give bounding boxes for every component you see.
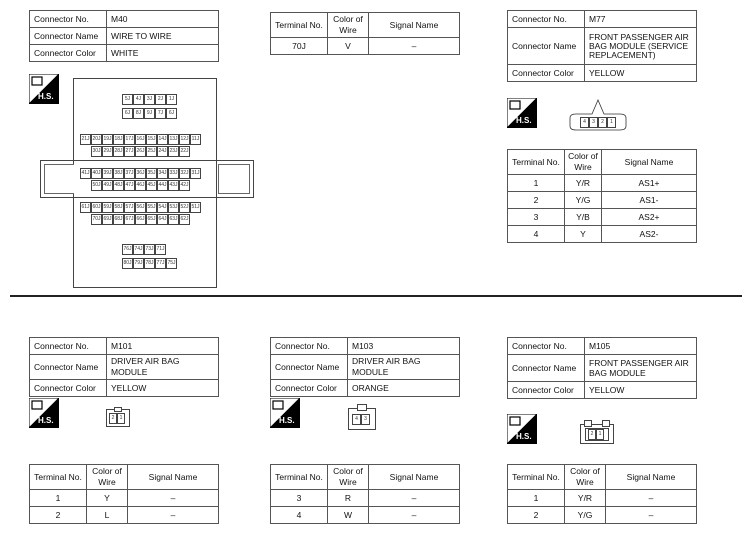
- pin: 66J: [135, 214, 146, 225]
- pin: 54J: [157, 202, 168, 213]
- table-row: 70J V –: [271, 38, 460, 55]
- pin: 42J: [179, 180, 190, 191]
- m103-connector-diagram: 4 3: [348, 404, 376, 430]
- table-row: 1 Y/R –: [508, 490, 697, 507]
- pin: 59J: [102, 202, 113, 213]
- pin: 28J: [113, 146, 124, 157]
- table-row: 2 Y/G –: [508, 507, 697, 524]
- m40-connector-color: WHITE: [107, 45, 219, 62]
- m103-connector-name: DRIVER AIR BAG MODULE: [348, 355, 460, 380]
- pin: 20J: [91, 134, 102, 145]
- pin: 51J: [190, 202, 201, 213]
- m101-connector-no: M101: [107, 338, 219, 355]
- hs-icon: H.S.: [507, 98, 537, 128]
- pin: 1: [607, 117, 616, 128]
- m101-info-table: Connector No. M101 Connector Name DRIVER AIR BAG MODULE Connector Color YELLOW: [29, 337, 219, 397]
- pin: 27J: [124, 146, 135, 157]
- pin: 21J: [80, 134, 91, 145]
- m105-connector-color: YELLOW: [585, 382, 697, 399]
- pin: 4J: [133, 94, 144, 105]
- pin: 33J: [168, 168, 179, 179]
- pin: 22J: [179, 146, 190, 157]
- pin: 56J: [135, 202, 146, 213]
- m103-info-table: Connector No. M103 Connector Name DRIVER AIR BAG MODULE Connector Color ORANGE: [270, 337, 460, 397]
- col-signal: Signal Name: [369, 13, 460, 38]
- m40-info-key: Connector No.: [30, 11, 107, 28]
- m105-info-table: Connector No. M105 Connector Name FRONT PASSENGER AIR BAG MODULE Connector Color YELLOW: [507, 337, 697, 399]
- hs-icon: H.S.: [29, 398, 59, 428]
- hs-label: H.S.: [38, 92, 54, 101]
- pin: 9J: [144, 108, 155, 119]
- pin: 13J: [168, 134, 179, 145]
- pin: 32J: [179, 168, 190, 179]
- pin: 43J: [168, 180, 179, 191]
- m77-connector-diagram: [568, 96, 628, 132]
- pin: 65J: [146, 214, 157, 225]
- table-row: 3 Y/B AS2+: [508, 209, 697, 226]
- pin: 3: [589, 117, 598, 128]
- table-row: 4 Y AS2-: [508, 226, 697, 243]
- pin: 19J: [102, 134, 113, 145]
- pin: 62J: [179, 214, 190, 225]
- pin: 16J: [135, 134, 146, 145]
- m40-connector-diagram: [40, 78, 252, 288]
- pin: 15J: [146, 134, 157, 145]
- pin: 63J: [168, 214, 179, 225]
- m105-connector-diagram: 2 1: [580, 420, 614, 444]
- pin: 78J: [144, 258, 155, 269]
- pin: 73J: [144, 244, 155, 255]
- m77-terminal-table: Terminal No. Color of Wire Signal Name 1 Y/R AS1+ 2 Y/G AS1- 3 Y/B AS2+ 4 Y AS2-: [507, 149, 697, 243]
- table-row: 1 Y/R AS1+: [508, 175, 697, 192]
- pin: 61J: [80, 202, 91, 213]
- table-row: 3 R –: [271, 490, 460, 507]
- m105-connector-name: FRONT PASSENGER AIR BAG MODULE: [585, 355, 697, 382]
- pin: 23J: [168, 146, 179, 157]
- m77-connector-color: YELLOW: [585, 65, 697, 82]
- col-wire: Color of Wire: [328, 13, 369, 38]
- pin: 24J: [157, 146, 168, 157]
- pin: 53J: [168, 202, 179, 213]
- m101-connector-name: DRIVER AIR BAG MODULE: [107, 355, 219, 380]
- pin: 17J: [124, 134, 135, 145]
- m77-info-table: Connector No. M77 Connector Name FRONT PASSENGER AIR BAG MODULE (SERVICE REPLACEMENT) Connector Color YELLOW: [507, 10, 697, 82]
- pin: 50J: [91, 180, 102, 191]
- table-row: 2 L –: [30, 507, 219, 524]
- pin: 1J: [166, 94, 177, 105]
- m40-connector-no: M40: [107, 11, 219, 28]
- hs-icon: H.S.: [507, 414, 537, 444]
- pin: 77J: [155, 258, 166, 269]
- pin: 55J: [146, 202, 157, 213]
- pin: 7J: [155, 108, 166, 119]
- pin: 39J: [102, 168, 113, 179]
- pin: 34J: [157, 168, 168, 179]
- pin: 67J: [124, 214, 135, 225]
- pin: 2: [598, 117, 607, 128]
- table-row: 1 Y –: [30, 490, 219, 507]
- pin: 37J: [124, 168, 135, 179]
- pin: 44J: [157, 180, 168, 191]
- m101-connector-color: YELLOW: [107, 380, 219, 397]
- pin: 3J: [144, 94, 155, 105]
- pin: 52J: [179, 202, 190, 213]
- pin: 2J: [155, 94, 166, 105]
- pin: 68J: [113, 214, 124, 225]
- pin: 31J: [190, 168, 201, 179]
- pin: 79J: [133, 258, 144, 269]
- table-row: 2 Y/G AS1-: [508, 192, 697, 209]
- m40-terminal-table: [270, 12, 460, 55]
- m101-connector-diagram: 2 1: [106, 407, 130, 427]
- m77-connector-no: M77: [585, 11, 697, 28]
- pin: 60J: [91, 202, 102, 213]
- pin: 74J: [133, 244, 144, 255]
- pin: 47J: [124, 180, 135, 191]
- pin: 58J: [113, 202, 124, 213]
- m77-connector-name: FRONT PASSENGER AIR BAG MODULE (SERVICE REPLACEMENT): [585, 28, 697, 65]
- m103-terminal-table: Terminal No. Color of Wire Signal Name 3 R – 4 W –: [270, 464, 460, 524]
- m40-info-table: [29, 10, 219, 62]
- pin: 11J: [190, 134, 201, 145]
- pin: 57J: [124, 202, 135, 213]
- pin: 80J: [122, 258, 133, 269]
- pin: 5J: [122, 94, 133, 105]
- pin: 48J: [113, 180, 124, 191]
- pin: 41J: [80, 168, 91, 179]
- section-divider: [10, 295, 742, 297]
- m101-terminal-table: Terminal No. Color of Wire Signal Name 1 Y – 2 L –: [29, 464, 219, 524]
- m103-connector-no: M103: [348, 338, 460, 355]
- m105-terminal-table: Terminal No. Color of Wire Signal Name 1 Y/R – 2 Y/G –: [507, 464, 697, 524]
- pin: 35J: [146, 168, 157, 179]
- pin: 6J: [122, 108, 133, 119]
- pin: 76J: [122, 244, 133, 255]
- m105-connector-no: M105: [585, 338, 697, 355]
- pin: 4: [580, 117, 589, 128]
- pin: 18J: [113, 134, 124, 145]
- table-row: 4 W –: [271, 507, 460, 524]
- pin: 26J: [135, 146, 146, 157]
- pin: 14J: [157, 134, 168, 145]
- pin: 69J: [102, 214, 113, 225]
- pin: 71J: [155, 244, 166, 255]
- pin: 36J: [135, 168, 146, 179]
- pin: 6J: [166, 108, 177, 119]
- pin: 49J: [102, 180, 113, 191]
- m103-connector-color: ORANGE: [348, 380, 460, 397]
- pin: 30J: [91, 146, 102, 157]
- pin: 25J: [146, 146, 157, 157]
- hs-icon: H.S.: [270, 398, 300, 428]
- pin: 46J: [135, 180, 146, 191]
- pin: 29J: [102, 146, 113, 157]
- pin: 70J: [91, 214, 102, 225]
- pin: 40J: [91, 168, 102, 179]
- m40-info-key: Connector Name: [30, 28, 107, 45]
- pin: 75J: [166, 258, 177, 269]
- m40-info-key: Connector Color: [30, 45, 107, 62]
- pin: 64J: [157, 214, 168, 225]
- col-terminal: Terminal No.: [271, 13, 328, 38]
- pin: 45J: [146, 180, 157, 191]
- pin: 8J: [133, 108, 144, 119]
- pin: 38J: [113, 168, 124, 179]
- pin: 12J: [179, 134, 190, 145]
- m40-connector-name: WIRE TO WIRE: [107, 28, 219, 45]
